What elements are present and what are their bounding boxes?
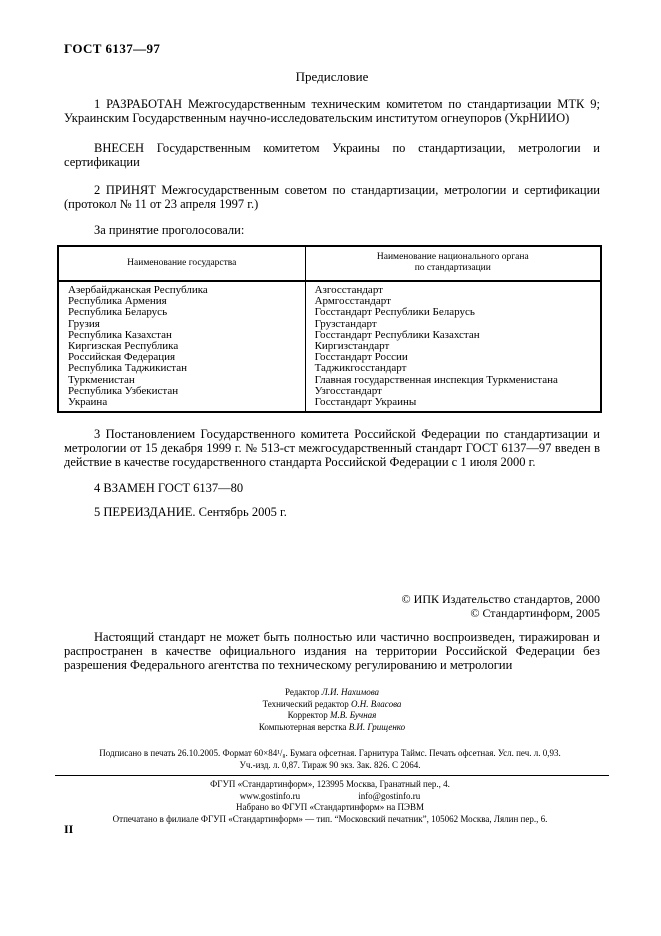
copyright-line-1: © ИПК Издательство стандартов, 2000 (401, 592, 600, 607)
editor-line (64, 710, 600, 722)
imprint-line-1: Подписано в печать 26.10.2005. Формат 60×84¹/₈. Бумага офсетная. Гарнитура Таймс. Печать офсетная. Усл. печ. л. 0,93. (99, 748, 561, 759)
country-cell: Российская Федерация (68, 351, 176, 364)
paragraph-vote-intro: За принятие проголосовали: (94, 223, 245, 237)
editor-name: Л.И. Нахимова (321, 687, 380, 698)
vote-table (57, 245, 602, 413)
agency-cell: Таджикгосстандарт (305, 363, 601, 374)
country-cell: Грузия (68, 317, 100, 330)
country-cell: Республика Армения (68, 295, 167, 308)
page-title: Предисловие (295, 69, 369, 84)
agency-cell: Госстандарт Республики Казахстан (305, 330, 601, 341)
country-cell: Туркменистан (68, 373, 135, 386)
editor-line (64, 722, 600, 734)
paragraph-replaces: 4 ВЗАМЕН ГОСТ 6137—80 (94, 481, 244, 496)
paragraph-accepted: 2 ПРИНЯТ Межгосударственным советом по стандартизации, метрологии и сертификации (протокол № 11 от 23 апреля 1997 г.) (64, 183, 600, 211)
editor-line (64, 699, 600, 711)
table-row (58, 281, 601, 296)
copyright-line-2: © Стандартинформ, 2005 (470, 606, 600, 621)
agency-cell: Грузстандарт (305, 319, 601, 330)
agency-cell: Госстандарт России (305, 352, 601, 363)
publisher-block (55, 779, 605, 825)
editor-role: Корректор (287, 710, 328, 721)
country-cell: Республика Беларусь (68, 306, 168, 319)
publisher-address: ФГУП «Стандартинформ», 123995 Москва, Гранатный пер., 4. (210, 779, 450, 790)
printed-note: Отпечатано в филиале ФГУП «Стандартинформ» — тип. “Московский печатник”, 105062 Москва, Лялин пер., 6. (112, 813, 548, 824)
table-row (58, 307, 601, 318)
agency-cell: Госстандарт Республики Беларусь (305, 307, 601, 318)
header-agency-line2: по стандартизации (414, 263, 491, 273)
agency-cell: Киргизстандарт (305, 341, 601, 352)
paragraph-restriction: Настоящий стандарт не может быть полностью или частично воспроизведен, тиражирован и распространен в качестве официального издания на территории Российской Федерации без разрешения Федерального агентства по техническому регулированию и метрологии (64, 630, 600, 673)
editor-line (64, 687, 600, 699)
country-cell: Киргизская Республика (68, 340, 179, 353)
editor-role: Компьютерная верстка (258, 721, 347, 732)
agency-cell: Узгосстандарт (305, 386, 601, 397)
table-row (58, 363, 601, 374)
paragraph-developed: 1 РАЗРАБОТАН Межгосударственным техническим комитетом по стандартизации МТК 9; Украинским Государственным научно-исследовательским институтом огнеупоров (УкрНИИО) (64, 97, 600, 125)
paragraph-reissue: 5 ПЕРЕИЗДАНИЕ. Сентябрь 2005 г. (94, 505, 287, 520)
publisher-website: www.gostinfo.ru (239, 790, 301, 801)
page-number: II (64, 822, 74, 836)
country-cell: Украина (68, 396, 108, 409)
publisher-contacts (55, 791, 605, 803)
paragraph-enacted: 3 Постановлением Государственного комитета Российской Федерации по стандартизации и метрологии от 15 декабря 1999 г. № 513-ст межгосударственный стандарт ГОСТ 6137—97 введен в действие в качестве государственного стандарта Российской Федерации с 1 июля 2000 г. (64, 427, 600, 470)
doc-code: ГОСТ 6137—97 (64, 41, 161, 56)
header-agency-line1: Наименование национального органа (376, 252, 529, 262)
footer-divider (55, 775, 609, 776)
country-cell: Республика Таджикистан (68, 362, 187, 375)
imprint-line-2: Уч.-изд. л. 0,87. Тираж 90 экз. Зак. 826. С 2064. (239, 760, 421, 771)
table-row (58, 397, 601, 412)
copyright-block (64, 592, 600, 620)
editor-name: О.Н. Власова (351, 698, 402, 709)
header-country: Наименование государства (58, 246, 305, 281)
agency-cell: Азгосстандарт (305, 281, 601, 296)
table-header-row (58, 246, 601, 281)
country-cell: Республика Казахстан (68, 328, 172, 341)
agency-cell: Армгосстандарт (305, 296, 601, 307)
typeset-note: Набрано во ФГУП «Стандартинформ» на ПЭВМ (236, 802, 424, 813)
agency-cell: Госстандарт Украины (305, 397, 601, 412)
country-cell: Республика Узбекистан (68, 384, 179, 397)
agency-cell: Главная государственная инспекция Туркменистана (305, 375, 601, 386)
editors-block (64, 687, 600, 733)
editor-role: Технический редактор (262, 698, 349, 709)
editor-name: М.В. Бучная (329, 710, 377, 721)
header-agency (305, 246, 601, 281)
editor-role: Редактор (284, 687, 320, 698)
country-cell: Азербайджанская Республика (68, 284, 208, 296)
paragraph-submitted: ВНЕСЕН Государственным комитетом Украины по стандартизации, метрологии и сертификации (64, 141, 600, 169)
imprint-block (55, 747, 605, 771)
editor-name: В.И. Грищенко (348, 721, 406, 732)
publisher-email: info@gostinfo.ru (358, 790, 421, 801)
